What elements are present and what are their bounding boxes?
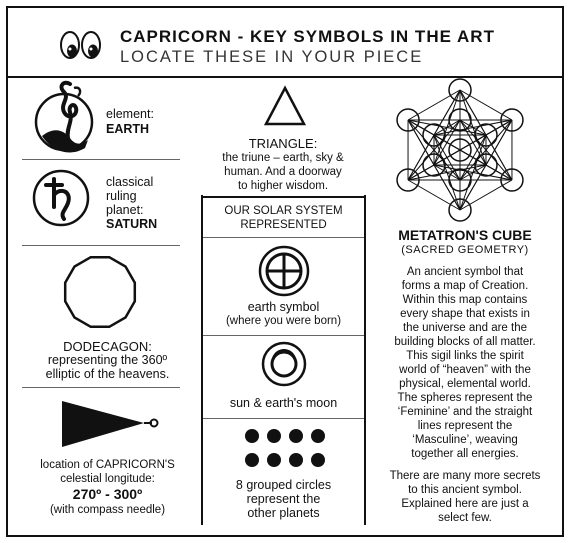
planet-value: SATURN [106, 217, 158, 231]
earth-symbol-icon [257, 244, 311, 298]
metatron-body-line: building blocks of all matter. [394, 336, 536, 348]
metatron-body-line: ‘Masculine’, weaving [412, 434, 518, 446]
solar-header-1: OUR SOLAR SYSTEM [224, 205, 343, 217]
earth-symbol-label: earth symbol [247, 300, 320, 314]
planets-line-1: 8 grouped circles [235, 478, 332, 492]
metatron-footer-line: There are many more secrets [389, 470, 541, 482]
location-line-1: location of CAPRICORN'S [40, 459, 175, 471]
sun-moon-label: sun & earth's moon [229, 396, 338, 410]
location-note: (with compass needle) [49, 504, 166, 516]
sun-moon-icon [258, 338, 310, 390]
metatron-footer [368, 469, 562, 525]
triangle-line-3: to higher wisdom. [237, 180, 329, 192]
metatron-body-line: every shape that exists in [400, 308, 530, 320]
planet-label-2: ruling [106, 189, 137, 203]
planet-label-3: planet: [106, 203, 144, 217]
earth-symbol-note: (where you were born) [225, 315, 342, 327]
metatron-body-line: lines represent the [417, 420, 513, 432]
metatron-line [408, 90, 460, 120]
dodecagon-title: DODECAGON: [63, 339, 152, 354]
left-divider-2 [22, 245, 180, 246]
grouped-planets-icon [240, 424, 330, 474]
eyes-icon [58, 27, 104, 63]
earth-element-icon [30, 76, 98, 160]
metatron-body [368, 265, 562, 461]
compass-needle-icon [60, 397, 160, 451]
solar-top-border [202, 196, 366, 198]
metatron-body-line: physical, elemental world. [399, 378, 531, 390]
column-divider-right [364, 195, 366, 525]
solar-header-2: REPRESENTED [240, 219, 327, 231]
location-range: 270º - 300º [72, 486, 143, 502]
metatrons-cube-icon [388, 78, 532, 222]
triangle-line-1: the triune – earth, sky & [222, 152, 344, 164]
metatron-subtitle: (SACRED GEOMETRY) [401, 244, 529, 256]
solar-divider-2 [203, 335, 364, 336]
element-label: element: [106, 107, 154, 121]
triangle-title: TRIANGLE: [248, 136, 318, 151]
metatron-body-line: Within this map contains [402, 294, 528, 306]
location-line-2: celestial longitude: [60, 473, 155, 485]
metatron-body-line: An ancient symbol that [406, 266, 524, 278]
saturn-symbol-icon [30, 167, 92, 229]
metatron-line [408, 180, 460, 210]
element-value: EARTH [106, 122, 150, 136]
dodecagon-line-1: representing the 360º [47, 353, 168, 367]
triangle-icon [262, 84, 308, 128]
solar-divider-3 [203, 418, 364, 419]
metatron-body-line: ‘Feminine’ and the straight [397, 406, 533, 418]
left-divider-1 [22, 159, 180, 160]
metatron-body-line: This sigil links the spirit [406, 350, 524, 362]
page-subtitle: LOCATE THESE IN YOUR PIECE [120, 48, 424, 66]
metatron-body-line: world of “heaven” with the [399, 364, 531, 376]
planets-line-3: other planets [247, 506, 320, 520]
metatron-title: METATRON'S CUBE [398, 227, 532, 243]
metatron-body-line: together all energies. [411, 448, 519, 460]
left-divider-3 [22, 387, 180, 388]
column-divider-left [201, 195, 203, 525]
metatron-body-line: forms a map of Creation. [401, 280, 529, 292]
dodecagon-icon [60, 252, 140, 332]
metatron-body-line: The spheres represent the [397, 392, 533, 404]
solar-divider-1 [203, 237, 364, 238]
metatron-line [460, 90, 512, 120]
metatron-footer-line: select few. [438, 512, 492, 524]
planets-line-2: represent the [246, 492, 321, 506]
triangle-line-2: human. And a doorway [224, 166, 342, 178]
metatron-footer-line: Explained here are just a [401, 498, 529, 510]
metatron-body-line: the universe and are the [402, 322, 528, 334]
metatron-footer-line: to this ancient symbol. [408, 484, 522, 496]
planet-label-1: classical [106, 175, 154, 189]
page-title: CAPRICORN - KEY SYMBOLS IN THE ART [120, 27, 495, 46]
metatron-line [460, 180, 512, 210]
dodecagon-line-2: elliptic of the heavens. [45, 367, 170, 381]
